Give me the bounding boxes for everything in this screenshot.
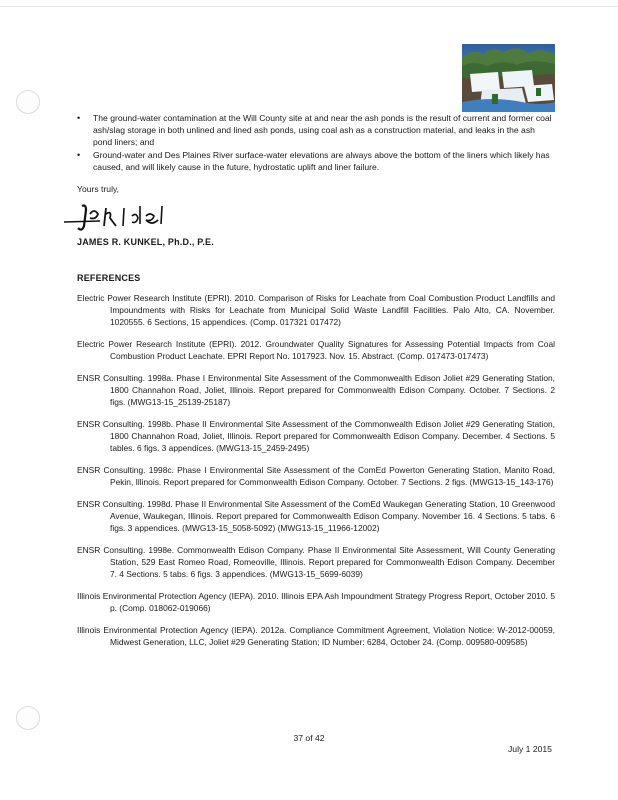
conclusion-bullets	[77, 112, 553, 174]
reference-item: ENSR Consulting. 1998a. Phase I Environmental Site Assessment of the Commonwealth Edison Joliet #29 Generating Station, 1800 Channahon Road, Joliet, Illinois. Report prepared for Commonwealth Edison Company. October. 7 Sections. 2 figs. (MWG13-15_25139-25187)	[77, 373, 555, 407]
page-number: 37 of 42	[293, 733, 325, 743]
waterfall-logo	[462, 44, 555, 112]
bullet-item	[77, 149, 553, 173]
reference-item: ENSR Consulting. 1998d. Phase II Environmental Site Assessment of the ComEd Waukegan Generating Station, 10 Greenwood Avenue, Waukegan, Illinois. Report prepared for Commonwealth Edison Company. November 16. 4 Sections. 5 tabs. 6 figs. 3 appendices. (MWG13-15_5058-5092) (MWG13-15_11966-12002)	[77, 499, 555, 533]
bullet-dot-icon: •	[77, 113, 81, 123]
bullet-dot-icon: •	[77, 150, 81, 160]
bullet-text: Ground-water and Des Plaines River surface-water elevations are always above the bottom of the liners which likely has caused, and will likely cause in the future, hydrostatic uplift and liner failure.	[93, 150, 550, 172]
bullet-text: The ground-water contamination at the Will County site at and near the ash ponds is the result of current and former coal ash/slag storage in both unlined and lined ash ponds, using coal ash as a construction material, and leaks in the ash pond liners; and	[93, 113, 552, 147]
handwritten-signature	[60, 200, 190, 234]
signer-name: JAMES R. KUNKEL, Ph.D., P.E.	[77, 237, 214, 247]
reference-item: ENSR Consulting. 1998e. Commonwealth Edison Company. Phase II Environmental Site Assessment, Will County Generating Station, 529 East Romeo Road, Romeoville, Illinois. Report prepared for Commonwealth Edison Company. December 7. 4 Sections. 5 tabs. 6 figs. 3 appendices. (MWG13-15_5699-6039)	[77, 545, 555, 579]
closing-salutation: Yours truly,	[77, 184, 120, 194]
references-list	[77, 292, 555, 658]
reference-item: Electric Power Research Institute (EPRI). 2012. Groundwater Quality Signatures for Assessing Potential Impacts from Coal Combustion Product Leachate. EPRI Report No. 1017923. Nov. 15. Abstract. (Comp. 017473-017473)	[77, 339, 555, 361]
punch-hole-top	[16, 90, 40, 114]
bullet-item	[77, 112, 553, 148]
reference-item: Electric Power Research Institute (EPRI). 2010. Comparison of Risks for Leachate from Coal Combustion Product Landfills and Impoundments with Risks for Leachate from Municipal Solid Waste Landfill Facilities. Palo Alto, CA. November. 1020555. 6 Sections, 15 appendices. (Comp. 017321 017472)	[77, 293, 555, 327]
scan-edge-line	[0, 6, 618, 7]
footer-date: July 1 2015	[508, 744, 552, 754]
reference-item: Illinois Environmental Protection Agency (IEPA). 2012a. Compliance Commitment Agreement, Violation Notice: W-2012-00059, Midwest Generation, LLC, Joliet #29 Generating Station; ID Number: 6284, October 24. (Comp. 009580-009585)	[77, 625, 555, 647]
punch-hole-bottom	[16, 706, 40, 730]
reference-item: ENSR Consulting. 1998c. Phase I Environmental Site Assessment of the ComEd Powerton Generating Station, Manito Road, Pekin, Illinois. Report prepared for Commonwealth Edison Company. October. 7 Sections. 2 figs. (MWG13-15_143-176)	[77, 465, 555, 487]
reference-item: ENSR Consulting. 1998b. Phase II Environmental Site Assessment of the Commonwealth Edison Joliet #29 Generating Station, 1800 Channahon Road, Joliet, Illinois. Report prepared for Commonwealth Edison Company. December. 4 Sections. 5 tables. 6 figs. 3 appendices. (MWG13-15_2459-2495)	[77, 419, 555, 453]
references-heading: REFERENCES	[77, 273, 141, 283]
reference-item: Illinois Environmental Protection Agency (IEPA). 2010. Illinois EPA Ash Impoundment Strategy Progress Report, October 2010. 5 p. (Comp. 018062-019066)	[77, 591, 555, 613]
